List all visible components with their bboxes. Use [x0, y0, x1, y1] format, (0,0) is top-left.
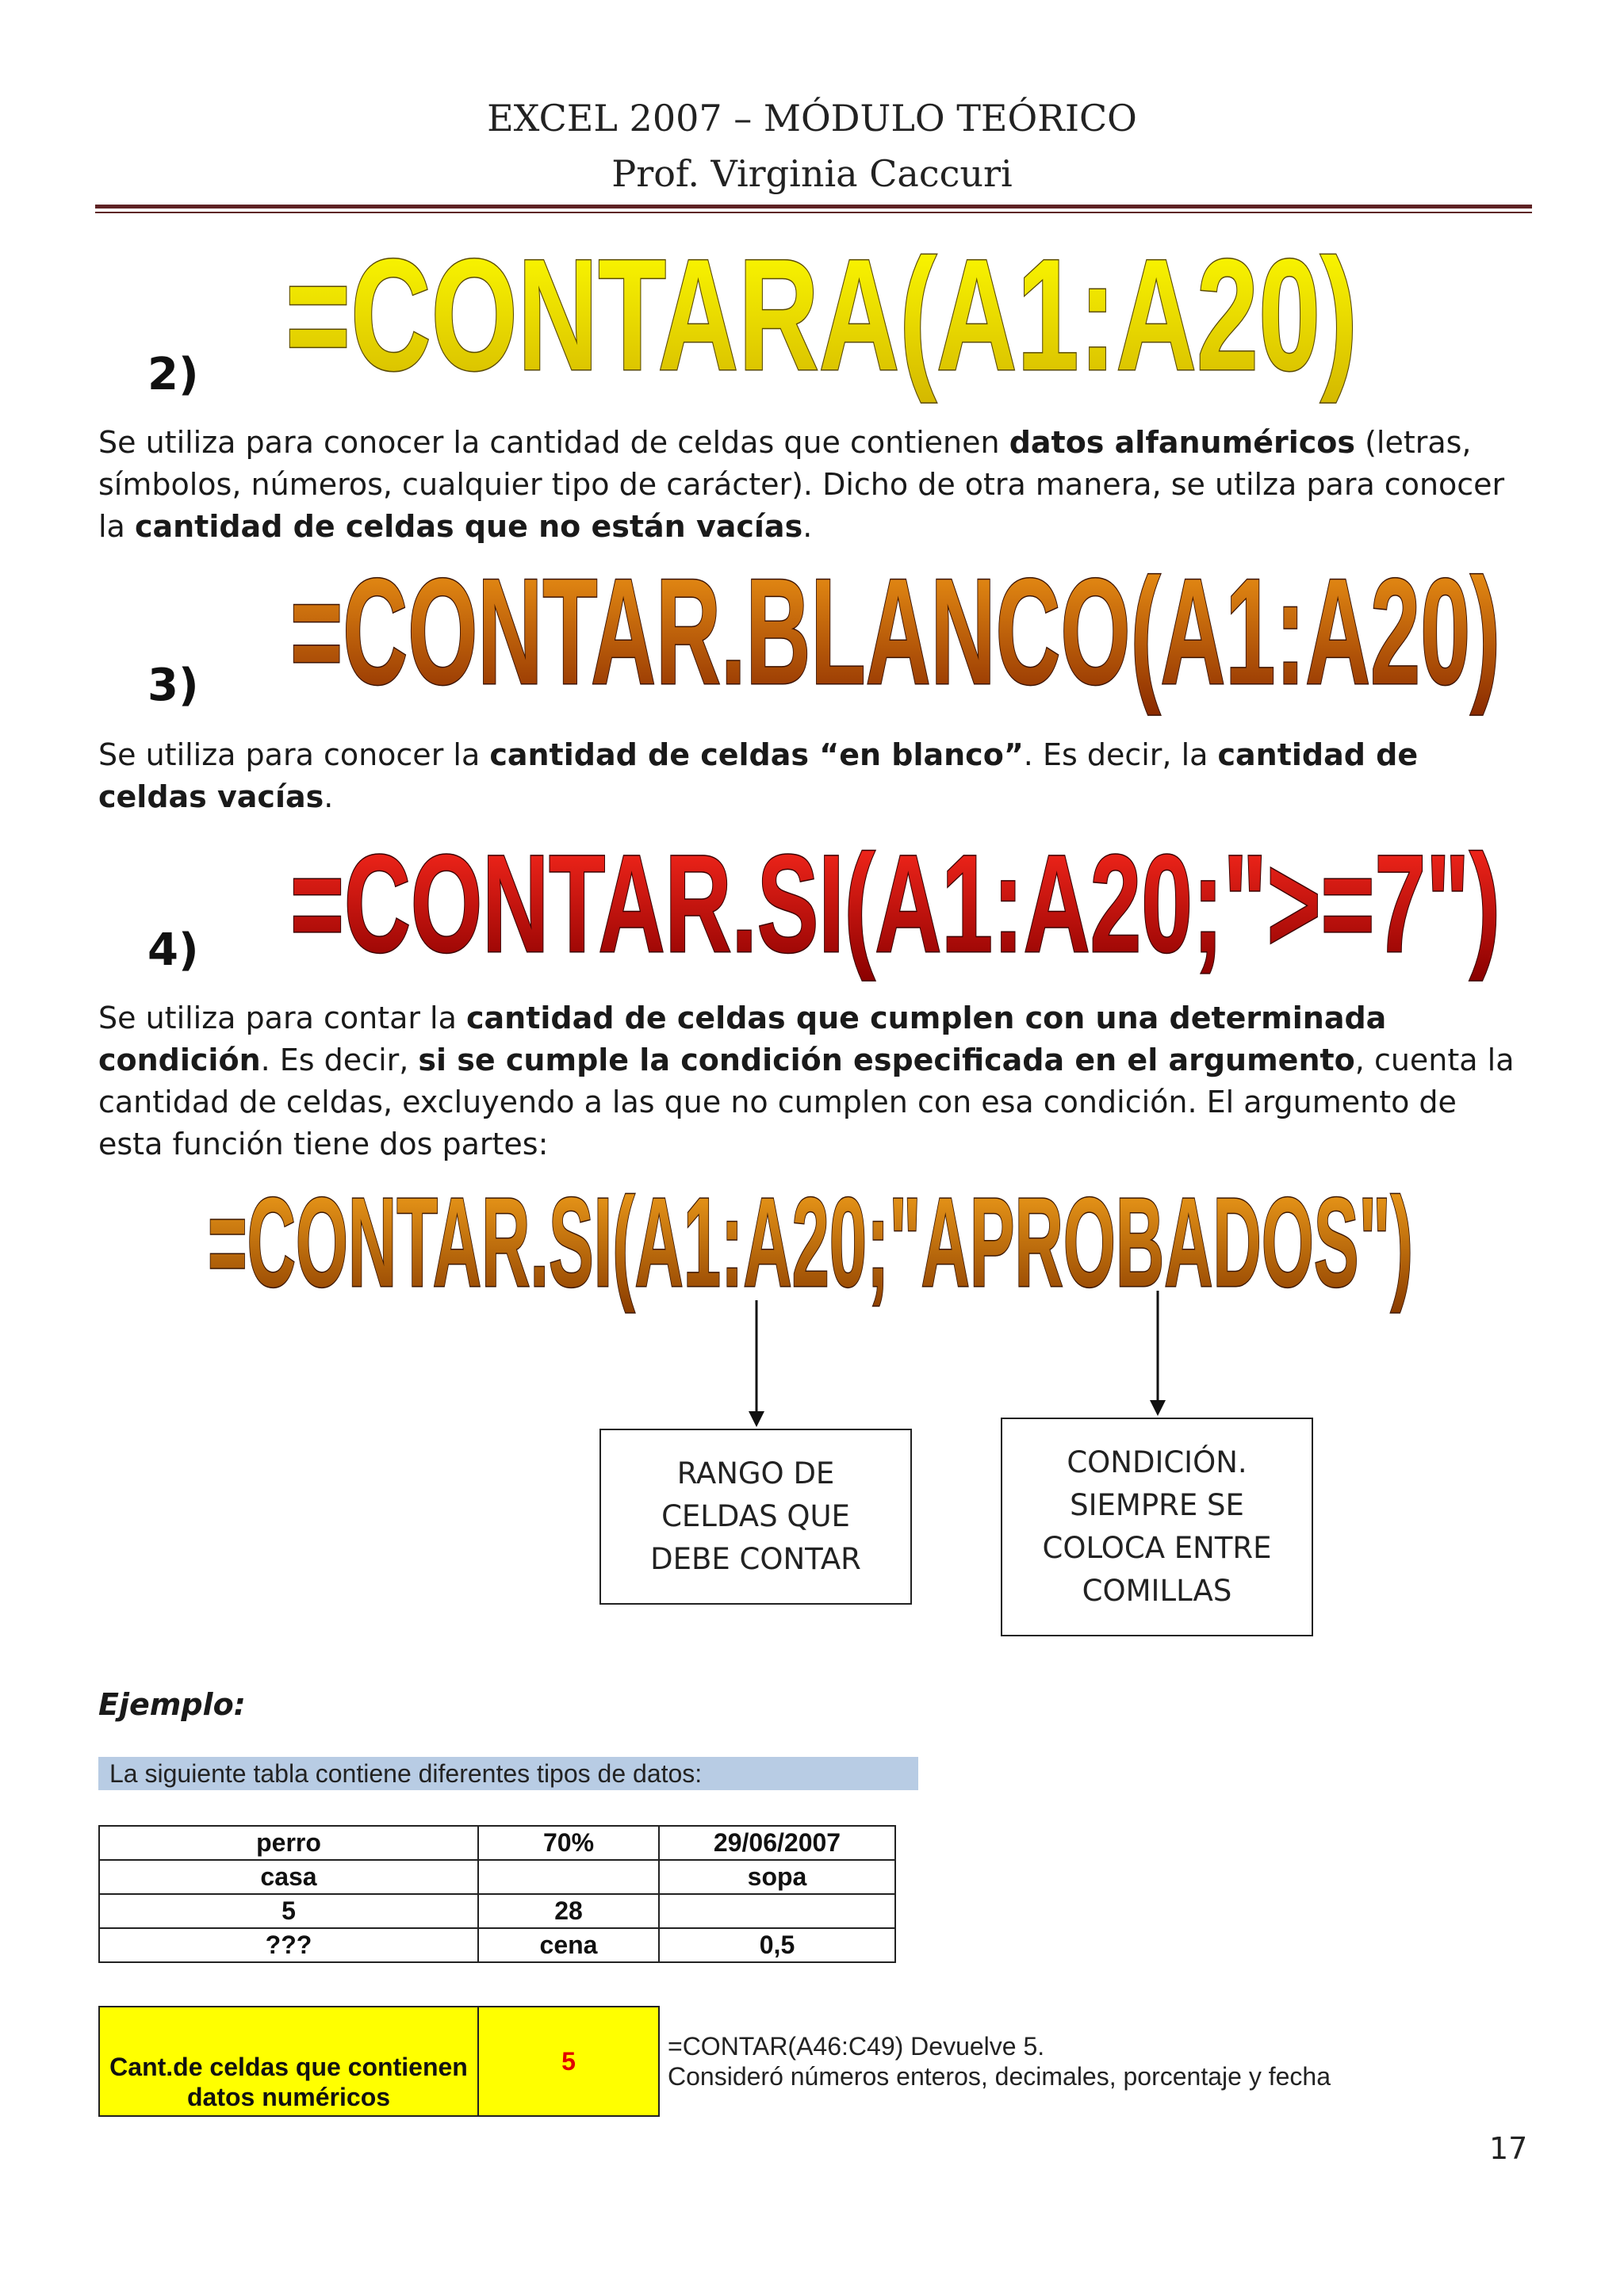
- table-cell: 5: [99, 1894, 478, 1928]
- bold-text: cantidad de celdas que cumplen con una determinada condición: [98, 1001, 1387, 1077]
- text-run: Se utiliza para contar la: [98, 1001, 466, 1035]
- text-run: .: [802, 509, 813, 544]
- text-run: . Es decir, la: [1023, 737, 1218, 772]
- table-cell: cena: [478, 1928, 659, 1962]
- note-line: =CONTAR(A46:C49) Devuelve 5.: [668, 2032, 1045, 2061]
- bold-text: cantidad de celdas “en blanco”: [489, 737, 1024, 772]
- section-number: 3): [147, 660, 199, 711]
- formula-contar-si-aprobados-wordart: [208, 1171, 1418, 1319]
- range-box-text: RANGO DE CELDAS QUE DEBE CONTAR: [650, 1456, 861, 1576]
- count-label: Cant.de celdas que contienen datos numéricos: [99, 2007, 478, 2116]
- section-paragraph: [98, 734, 1526, 818]
- table-cell: [478, 1860, 659, 1894]
- range-box: [599, 1429, 912, 1605]
- arrow-to-range-box: [745, 1300, 769, 1429]
- page-number: 17: [1489, 2131, 1528, 2166]
- bold-text: si se cumple la condición especificada en el argumento: [418, 1043, 1355, 1077]
- table-cell: 70%: [478, 1826, 659, 1860]
- section-paragraph: [98, 422, 1526, 548]
- table-row: [99, 1826, 895, 1860]
- formula-text: =CONTAR.SI(A1:A20;"APROBADOS"): [208, 1171, 1413, 1313]
- text-run: . Es decir,: [260, 1043, 419, 1077]
- count-value: 5: [478, 2007, 659, 2116]
- formula-contar-si-wordart: [290, 827, 1503, 983]
- formula-text: =CONTAR.SI(A1:A20;">=7"): [290, 827, 1500, 982]
- table-cell: casa: [99, 1860, 478, 1894]
- formula-text: =CONTARA(A1:A20): [285, 227, 1358, 404]
- table-caption: La siguiente tabla contiene diferentes tipos de datos:: [98, 1757, 918, 1790]
- bold-text: datos alfanuméricos: [1009, 425, 1355, 460]
- table-cell: sopa: [659, 1860, 895, 1894]
- bold-text: cantidad de celdas que no están vacías: [134, 509, 803, 544]
- text-run: Se utiliza para conocer la: [98, 737, 490, 772]
- condition-box-text: CONDICIÓN. SIEMPRE SE COLOCA ENTRE COMILLAS: [1042, 1445, 1272, 1608]
- text-run: .: [324, 779, 334, 814]
- formula-contara-wordart: [285, 227, 1364, 404]
- section-number: 2): [147, 349, 199, 400]
- count-table: [98, 2006, 660, 2117]
- text-run: (letras, símbolos, números, cualquier tipo de carácter). Dicho de otra manera, se utilza para conocer la: [98, 425, 1505, 544]
- text-run: , cuenta la cantidad de celdas, excluyendo a las que no cumplen con esa condición. El argumento de esta función tiene dos partes:: [98, 1043, 1515, 1161]
- example-label: Ejemplo:: [98, 1687, 246, 1722]
- condition-box: [1001, 1418, 1313, 1636]
- table-cell: 0,5: [659, 1928, 895, 1962]
- text-run: Se utiliza para conocer la cantidad de celdas que contienen: [98, 425, 1009, 460]
- header-title: EXCEL 2007 – MÓDULO TEÓRICO: [487, 97, 1137, 140]
- section-number: 4): [147, 924, 199, 976]
- table-row: [99, 1928, 895, 1962]
- table-cell: perro: [99, 1826, 478, 1860]
- formula-note: [668, 2031, 1331, 2091]
- note-line: Consideró números enteros, decimales, porcentaje y fecha: [668, 2062, 1331, 2091]
- header-author: Prof. Virginia Caccuri: [611, 152, 1013, 195]
- table-row: [99, 1860, 895, 1894]
- table-cell: ???: [99, 1928, 478, 1962]
- formula-text: =CONTAR.BLANCO(A1:A20): [290, 548, 1500, 716]
- section-paragraph: [98, 997, 1526, 1165]
- table-cell: 29/06/2007: [659, 1826, 895, 1860]
- data-table: [98, 1825, 896, 1963]
- formula-contar-blanco-wordart: [290, 548, 1503, 716]
- arrow-to-condition-box: [1147, 1291, 1170, 1418]
- header-rule: [95, 205, 1532, 209]
- table-row: [99, 1894, 895, 1928]
- table-cell: [659, 1894, 895, 1928]
- table-cell: 28: [478, 1894, 659, 1928]
- header-rule-thin: [95, 212, 1532, 213]
- bold-text: cantidad de celdas vacías: [98, 737, 1419, 814]
